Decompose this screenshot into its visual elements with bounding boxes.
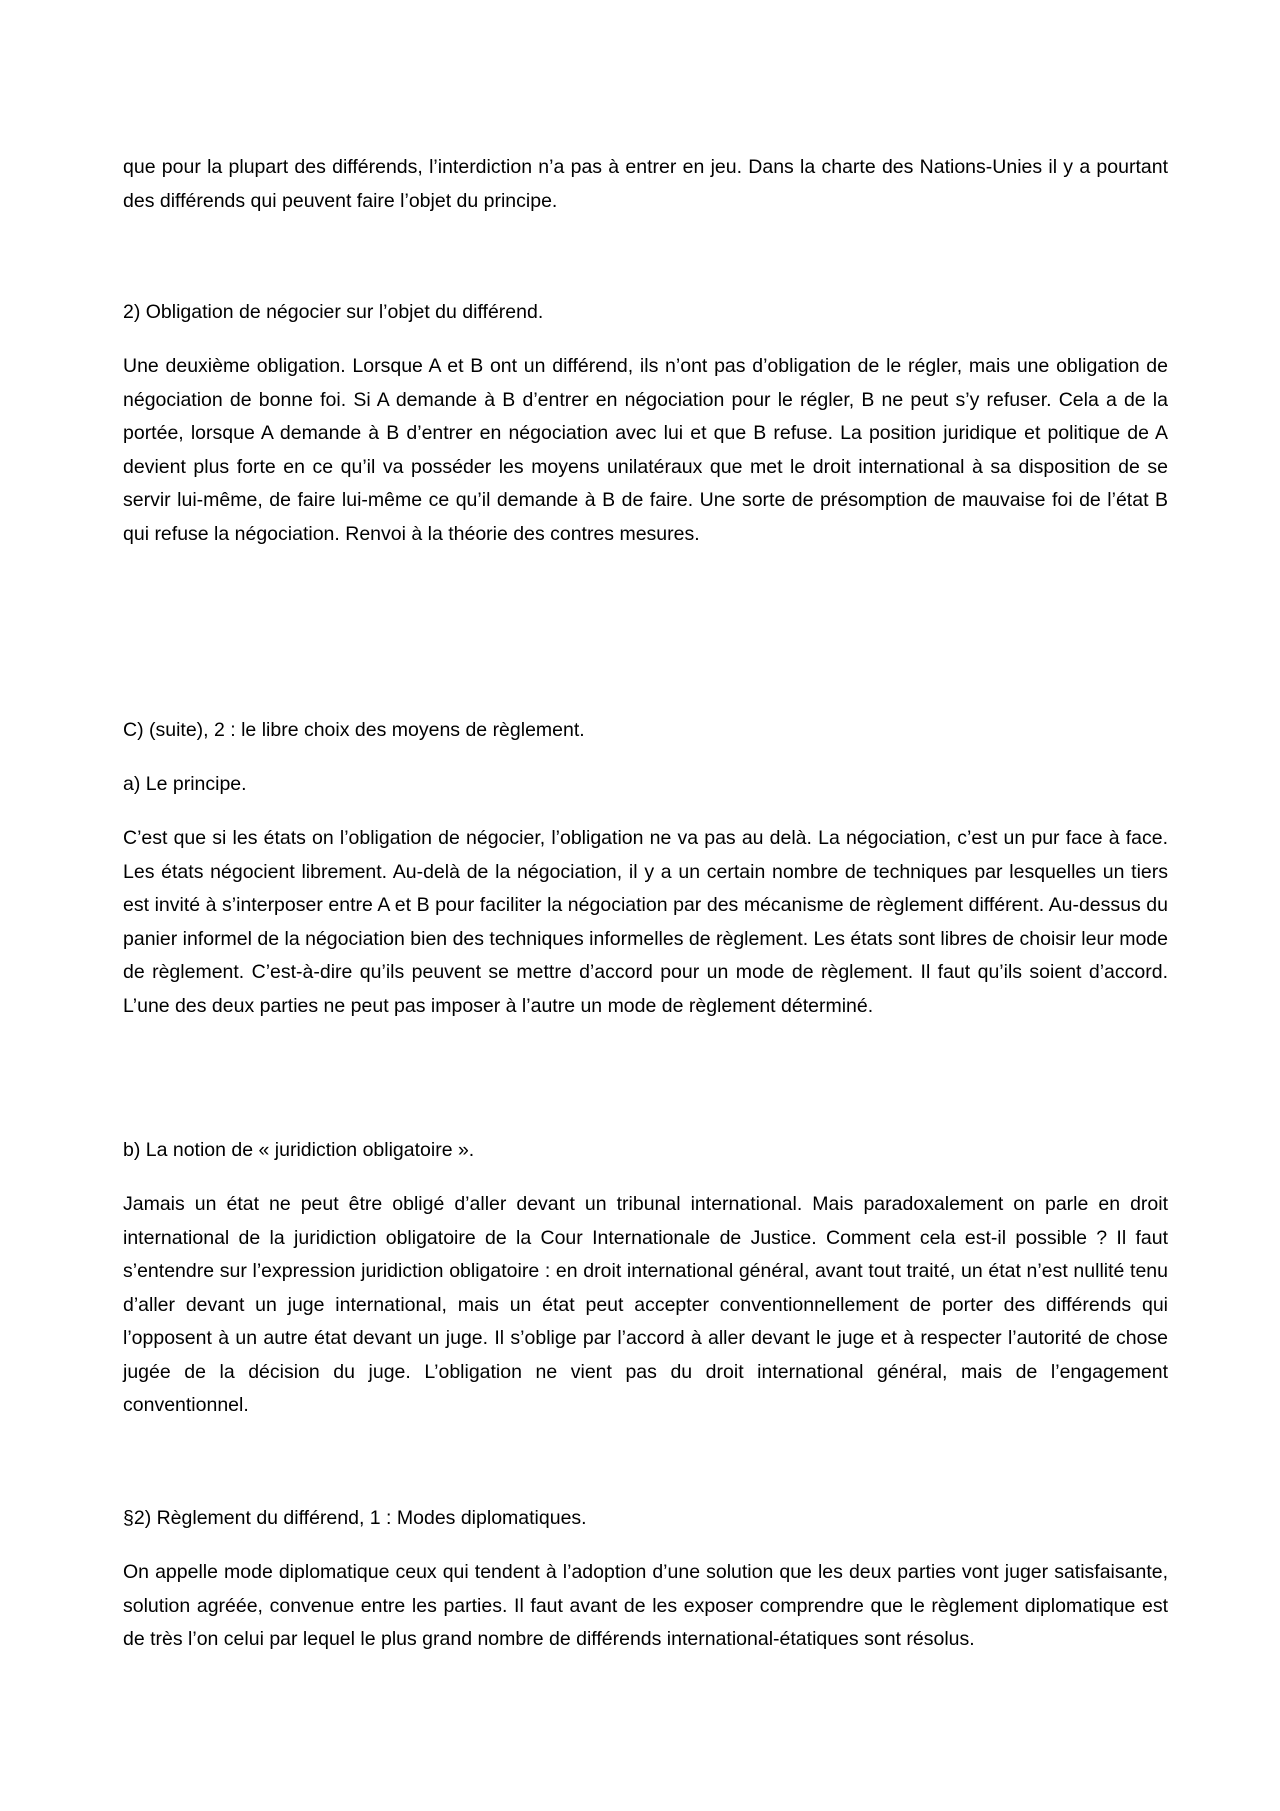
heading-reglement-differend: §2) Règlement du différend, 1 : Modes diplomatiques. <box>123 1507 587 1529</box>
paragraph-juridiction-obligatoire: Jamais un état ne peut être obligé d’aller devant un tribunal international. Mais paradoxalement on parle en droit international de la juridiction obligatoire de la Cour Internationale de Justice. Comment cela est-il possible ? Il faut s’entendre sur l’expression juridiction obligatoire : en droit international général, avant tout traité, un état n’est nullité tenu d’aller devant un juge international, mais un état peut accepter conventionnellement de porter des différends qui l’opposent à un autre état devant un juge. Il s’oblige par l’accord à aller devant le juge et à respecter l’autorité de chose jugée de la décision du juge. L’obligation ne vient pas du droit international général, mais de l’engagement conventionnel. <box>123 1193 1168 1416</box>
heading-principe: a) Le principe. <box>123 773 247 795</box>
paragraph-intro: que pour la plupart des différends, l’interdiction n’a pas à entrer en jeu. Dans la charte des Nations-Unies il y a pourtant des différends qui peuvent faire l’objet du principe. <box>123 156 1168 212</box>
paragraph-reglement-differend: On appelle mode diplomatique ceux qui tendent à l’adoption d’une solution que les deux parties vont juger satisfaisante, solution agréée, convenue entre les parties. Il faut avant de les exposer comprendre que le règlement diplomatique est de très l’on celui par lequel le plus grand nombre de différends international-étatiques sont résolus. <box>123 1561 1168 1650</box>
paragraph-obligation-negocier: Une deuxième obligation. Lorsque A et B ont un différend, ils n’ont pas d’obligation de le régler, mais une obligation de négociation de bonne foi. Si A demande à B d’entrer en négociation pour le régler, B ne peut s’y refuser. Cela a de la portée, lorsque A demande à B d’entrer en négociation avec lui et que B refuse. La position juridique et politique de A devient plus forte en ce qu’il va posséder les moyens unilatéraux que met le droit international à sa disposition de se servir lui-même, de faire lui-même ce qu’il demande à B de faire. Une sorte de présomption de mauvaise foi de l’état B qui refuse la négociation. Renvoi à la théorie des contres mesures. <box>123 355 1168 545</box>
heading-obligation-negocier: 2) Obligation de négocier sur l’objet du différend. <box>123 301 544 323</box>
paragraph-principe: C’est que si les états on l’obligation de négocier, l’obligation ne va pas au delà. La négociation, c’est un pur face à face. Les états négocient librement. Au-delà de la négociation, il y a un certain nombre de techniques par lesquelles un tiers est invité à s’interposer entre A et B pour faciliter la négociation par des mécanisme de règlement différent. Au-dessus du panier informel de la négociation bien des techniques informelles de règlement. Les états sont libres de choisir leur mode de règlement. C’est-à-dire qu’ils peuvent se mettre d’accord pour un mode de règlement. Il faut qu’ils soient d’accord. L’une des deux parties ne peut pas imposer à l’autre un mode de règlement déterminé. <box>123 827 1168 1017</box>
heading-libre-choix: C) (suite), 2 : le libre choix des moyens de règlement. <box>123 719 585 741</box>
heading-juridiction-obligatoire: b) La notion de « juridiction obligatoire ». <box>123 1139 475 1161</box>
